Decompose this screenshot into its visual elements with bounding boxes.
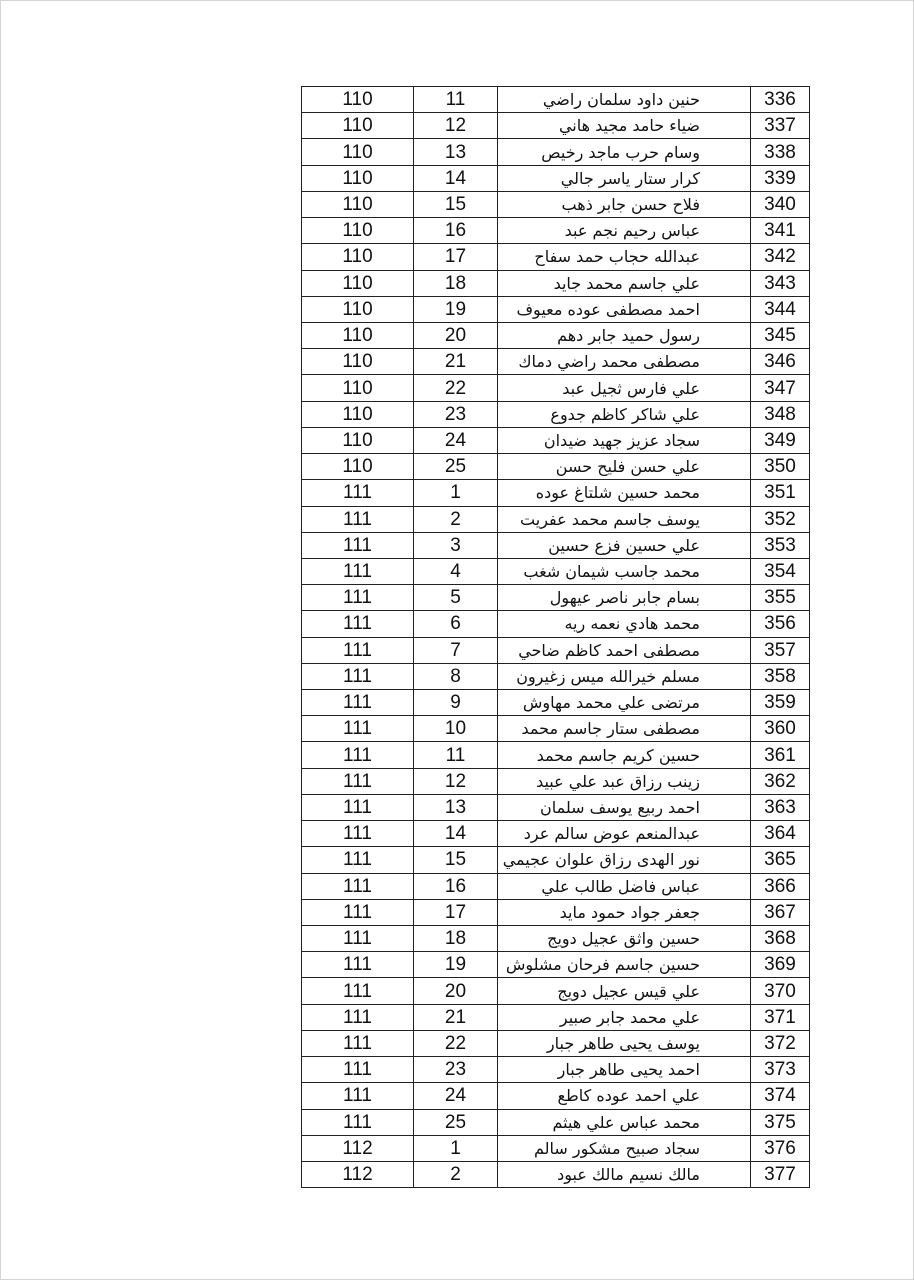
sequence-cell: 371 bbox=[751, 1004, 810, 1030]
sequence-cell: 370 bbox=[751, 978, 810, 1004]
table-row bbox=[302, 296, 810, 322]
table-row bbox=[302, 663, 810, 689]
table-row bbox=[302, 139, 810, 165]
sequence-cell: 366 bbox=[751, 873, 810, 899]
sequence-cell: 337 bbox=[751, 113, 810, 139]
index-cell: 25 bbox=[414, 454, 498, 480]
name-cell: حنين داود سلمان راضي bbox=[498, 87, 751, 113]
sequence-cell: 367 bbox=[751, 899, 810, 925]
table-row bbox=[302, 349, 810, 375]
index-cell: 25 bbox=[414, 1109, 498, 1135]
index-cell: 12 bbox=[414, 113, 498, 139]
sequence-cell: 336 bbox=[751, 87, 810, 113]
index-cell: 18 bbox=[414, 926, 498, 952]
sequence-cell: 369 bbox=[751, 952, 810, 978]
table-row bbox=[302, 1083, 810, 1109]
name-cell: نور الهدى رزاق علوان عجيمي bbox=[498, 847, 751, 873]
index-cell: 1 bbox=[414, 480, 498, 506]
name-cell: احمد يحيى طاهر جبار bbox=[498, 1057, 751, 1083]
group-cell: 111 bbox=[302, 690, 414, 716]
index-cell: 23 bbox=[414, 401, 498, 427]
sequence-cell: 358 bbox=[751, 663, 810, 689]
name-cell: محمد حسين شلتاغ عوده bbox=[498, 480, 751, 506]
name-cell: عباس فاضل طالب علي bbox=[498, 873, 751, 899]
name-cell: علي حسن فليح حسن bbox=[498, 454, 751, 480]
table-row bbox=[302, 585, 810, 611]
index-cell: 21 bbox=[414, 349, 498, 375]
sequence-cell: 376 bbox=[751, 1135, 810, 1161]
name-cell: يوسف جاسم محمد عفريت bbox=[498, 506, 751, 532]
index-cell: 6 bbox=[414, 611, 498, 637]
name-cell: مرتضى علي محمد مهاوش bbox=[498, 690, 751, 716]
index-cell: 22 bbox=[414, 375, 498, 401]
sequence-cell: 348 bbox=[751, 401, 810, 427]
name-cell: مصطفى احمد كاظم ضاحي bbox=[498, 637, 751, 663]
index-cell: 1 bbox=[414, 1135, 498, 1161]
sequence-cell: 344 bbox=[751, 296, 810, 322]
name-cell: مصطفى ستار جاسم محمد bbox=[498, 716, 751, 742]
table-row bbox=[302, 899, 810, 925]
sequence-cell: 354 bbox=[751, 558, 810, 584]
sequence-cell: 375 bbox=[751, 1109, 810, 1135]
index-cell: 24 bbox=[414, 427, 498, 453]
index-cell: 20 bbox=[414, 322, 498, 348]
table-row bbox=[302, 926, 810, 952]
name-cell: مسلم خيرالله ميس زغيرون bbox=[498, 663, 751, 689]
name-cell: علي محمد جابر صبير bbox=[498, 1004, 751, 1030]
index-cell: 16 bbox=[414, 873, 498, 899]
table-row bbox=[302, 87, 810, 113]
group-cell: 110 bbox=[302, 401, 414, 427]
group-cell: 110 bbox=[302, 191, 414, 217]
index-cell: 19 bbox=[414, 296, 498, 322]
group-cell: 111 bbox=[302, 611, 414, 637]
name-cell: فلاح حسن جابر ذهب bbox=[498, 191, 751, 217]
group-cell: 111 bbox=[302, 585, 414, 611]
index-cell: 24 bbox=[414, 1083, 498, 1109]
name-cell: علي احمد عوده كاطع bbox=[498, 1083, 751, 1109]
table-row bbox=[302, 532, 810, 558]
table-row bbox=[302, 1030, 810, 1056]
index-cell: 13 bbox=[414, 794, 498, 820]
name-cell: يوسف يحيى طاهر جبار bbox=[498, 1030, 751, 1056]
group-cell: 111 bbox=[302, 926, 414, 952]
name-cell: وسام حرب ماجد رخيص bbox=[498, 139, 751, 165]
index-cell: 14 bbox=[414, 821, 498, 847]
table-row bbox=[302, 244, 810, 270]
name-cell: احمد ربيع يوسف سلمان bbox=[498, 794, 751, 820]
index-cell: 21 bbox=[414, 1004, 498, 1030]
sequence-cell: 346 bbox=[751, 349, 810, 375]
sequence-cell: 350 bbox=[751, 454, 810, 480]
index-cell: 2 bbox=[414, 506, 498, 532]
group-cell: 111 bbox=[302, 1004, 414, 1030]
index-cell: 9 bbox=[414, 690, 498, 716]
names-table bbox=[301, 86, 810, 1188]
group-cell: 110 bbox=[302, 375, 414, 401]
name-cell: محمد هادي نعمه ريه bbox=[498, 611, 751, 637]
sequence-cell: 341 bbox=[751, 218, 810, 244]
index-cell: 16 bbox=[414, 218, 498, 244]
table-row bbox=[302, 847, 810, 873]
group-cell: 110 bbox=[302, 322, 414, 348]
group-cell: 111 bbox=[302, 1083, 414, 1109]
name-cell: عباس رحيم نجم عبد bbox=[498, 218, 751, 244]
group-cell: 110 bbox=[302, 427, 414, 453]
group-cell: 111 bbox=[302, 716, 414, 742]
name-cell: كرار ستار ياسر جالي bbox=[498, 165, 751, 191]
group-cell: 110 bbox=[302, 87, 414, 113]
group-cell: 110 bbox=[302, 349, 414, 375]
sequence-cell: 377 bbox=[751, 1161, 810, 1187]
name-cell: احمد مصطفى عوده معيوف bbox=[498, 296, 751, 322]
group-cell: 111 bbox=[302, 847, 414, 873]
index-cell: 14 bbox=[414, 165, 498, 191]
sequence-cell: 368 bbox=[751, 926, 810, 952]
name-cell: زينب رزاق عبد علي عبيد bbox=[498, 768, 751, 794]
name-cell: علي جاسم محمد جايد bbox=[498, 270, 751, 296]
name-cell: علي حسين فزع حسين bbox=[498, 532, 751, 558]
table-row bbox=[302, 218, 810, 244]
table-row bbox=[302, 821, 810, 847]
table-row bbox=[302, 716, 810, 742]
table-row bbox=[302, 270, 810, 296]
table-row bbox=[302, 401, 810, 427]
index-cell: 17 bbox=[414, 244, 498, 270]
group-cell: 111 bbox=[302, 952, 414, 978]
name-cell: علي شاكر كاظم جدوع bbox=[498, 401, 751, 427]
sequence-cell: 359 bbox=[751, 690, 810, 716]
table-row bbox=[302, 1004, 810, 1030]
group-cell: 112 bbox=[302, 1135, 414, 1161]
name-cell: سجاد صبيح مشكور سالم bbox=[498, 1135, 751, 1161]
sequence-cell: 364 bbox=[751, 821, 810, 847]
table-row bbox=[302, 1109, 810, 1135]
group-cell: 111 bbox=[302, 637, 414, 663]
names-table-container bbox=[301, 86, 809, 1188]
index-cell: 4 bbox=[414, 558, 498, 584]
table-row bbox=[302, 952, 810, 978]
name-cell: علي قيس عجيل دويج bbox=[498, 978, 751, 1004]
sequence-cell: 357 bbox=[751, 637, 810, 663]
group-cell: 111 bbox=[302, 873, 414, 899]
index-cell: 17 bbox=[414, 899, 498, 925]
name-cell: سجاد عزيز جهيد ضيدان bbox=[498, 427, 751, 453]
group-cell: 110 bbox=[302, 454, 414, 480]
group-cell: 110 bbox=[302, 270, 414, 296]
name-cell: حسين واثق عجيل دويج bbox=[498, 926, 751, 952]
group-cell: 110 bbox=[302, 218, 414, 244]
sequence-cell: 365 bbox=[751, 847, 810, 873]
table-row bbox=[302, 742, 810, 768]
sequence-cell: 372 bbox=[751, 1030, 810, 1056]
name-cell: مصطفى محمد راضي دماك bbox=[498, 349, 751, 375]
table-row bbox=[302, 1161, 810, 1187]
name-cell: عبدالمنعم عوض سالم عرد bbox=[498, 821, 751, 847]
name-cell: ضياء حامد مجيد هاني bbox=[498, 113, 751, 139]
sequence-cell: 339 bbox=[751, 165, 810, 191]
index-cell: 23 bbox=[414, 1057, 498, 1083]
sequence-cell: 342 bbox=[751, 244, 810, 270]
table-row bbox=[302, 165, 810, 191]
group-cell: 111 bbox=[302, 899, 414, 925]
sequence-cell: 363 bbox=[751, 794, 810, 820]
names-table-body bbox=[302, 87, 810, 1188]
sequence-cell: 343 bbox=[751, 270, 810, 296]
group-cell: 111 bbox=[302, 480, 414, 506]
sequence-cell: 352 bbox=[751, 506, 810, 532]
table-row bbox=[302, 794, 810, 820]
group-cell: 110 bbox=[302, 244, 414, 270]
index-cell: 10 bbox=[414, 716, 498, 742]
sequence-cell: 338 bbox=[751, 139, 810, 165]
sequence-cell: 353 bbox=[751, 532, 810, 558]
index-cell: 19 bbox=[414, 952, 498, 978]
table-row bbox=[302, 768, 810, 794]
table-row bbox=[302, 454, 810, 480]
group-cell: 111 bbox=[302, 1030, 414, 1056]
name-cell: جعفر جواد حمود مايد bbox=[498, 899, 751, 925]
table-row bbox=[302, 611, 810, 637]
sequence-cell: 351 bbox=[751, 480, 810, 506]
group-cell: 110 bbox=[302, 139, 414, 165]
sequence-cell: 347 bbox=[751, 375, 810, 401]
index-cell: 8 bbox=[414, 663, 498, 689]
table-row bbox=[302, 1135, 810, 1161]
group-cell: 111 bbox=[302, 532, 414, 558]
index-cell: 15 bbox=[414, 191, 498, 217]
sequence-cell: 356 bbox=[751, 611, 810, 637]
name-cell: حسين جاسم فرحان مشلوش bbox=[498, 952, 751, 978]
name-cell: محمد جاسب شيمان شغب bbox=[498, 558, 751, 584]
name-cell: رسول حميد جابر دهم bbox=[498, 322, 751, 348]
table-row bbox=[302, 978, 810, 1004]
group-cell: 111 bbox=[302, 663, 414, 689]
sequence-cell: 373 bbox=[751, 1057, 810, 1083]
name-cell: علي فارس ثجيل عبد bbox=[498, 375, 751, 401]
index-cell: 13 bbox=[414, 139, 498, 165]
group-cell: 111 bbox=[302, 768, 414, 794]
group-cell: 111 bbox=[302, 821, 414, 847]
table-row bbox=[302, 637, 810, 663]
name-cell: مالك نسيم مالك عبود bbox=[498, 1161, 751, 1187]
table-row bbox=[302, 322, 810, 348]
group-cell: 110 bbox=[302, 113, 414, 139]
table-row bbox=[302, 191, 810, 217]
table-row bbox=[302, 506, 810, 532]
index-cell: 20 bbox=[414, 978, 498, 1004]
index-cell: 5 bbox=[414, 585, 498, 611]
name-cell: حسين كريم جاسم محمد bbox=[498, 742, 751, 768]
group-cell: 110 bbox=[302, 165, 414, 191]
group-cell: 111 bbox=[302, 506, 414, 532]
index-cell: 22 bbox=[414, 1030, 498, 1056]
group-cell: 111 bbox=[302, 1109, 414, 1135]
sequence-cell: 345 bbox=[751, 322, 810, 348]
index-cell: 11 bbox=[414, 742, 498, 768]
index-cell: 7 bbox=[414, 637, 498, 663]
group-cell: 111 bbox=[302, 978, 414, 1004]
table-row bbox=[302, 113, 810, 139]
sequence-cell: 355 bbox=[751, 585, 810, 611]
table-row bbox=[302, 375, 810, 401]
group-cell: 112 bbox=[302, 1161, 414, 1187]
table-row bbox=[302, 873, 810, 899]
sequence-cell: 340 bbox=[751, 191, 810, 217]
name-cell: بسام جابر ناصر عيهول bbox=[498, 585, 751, 611]
table-row bbox=[302, 690, 810, 716]
index-cell: 11 bbox=[414, 87, 498, 113]
sequence-cell: 361 bbox=[751, 742, 810, 768]
index-cell: 3 bbox=[414, 532, 498, 558]
group-cell: 111 bbox=[302, 742, 414, 768]
index-cell: 12 bbox=[414, 768, 498, 794]
sequence-cell: 374 bbox=[751, 1083, 810, 1109]
sequence-cell: 360 bbox=[751, 716, 810, 742]
group-cell: 111 bbox=[302, 1057, 414, 1083]
group-cell: 110 bbox=[302, 296, 414, 322]
table-row bbox=[302, 1057, 810, 1083]
name-cell: محمد عباس علي هيثم bbox=[498, 1109, 751, 1135]
index-cell: 15 bbox=[414, 847, 498, 873]
table-row bbox=[302, 427, 810, 453]
sequence-cell: 349 bbox=[751, 427, 810, 453]
group-cell: 111 bbox=[302, 794, 414, 820]
group-cell: 111 bbox=[302, 558, 414, 584]
index-cell: 2 bbox=[414, 1161, 498, 1187]
sequence-cell: 362 bbox=[751, 768, 810, 794]
table-row bbox=[302, 480, 810, 506]
table-row bbox=[302, 558, 810, 584]
name-cell: عبدالله حجاب حمد سفاح bbox=[498, 244, 751, 270]
index-cell: 18 bbox=[414, 270, 498, 296]
